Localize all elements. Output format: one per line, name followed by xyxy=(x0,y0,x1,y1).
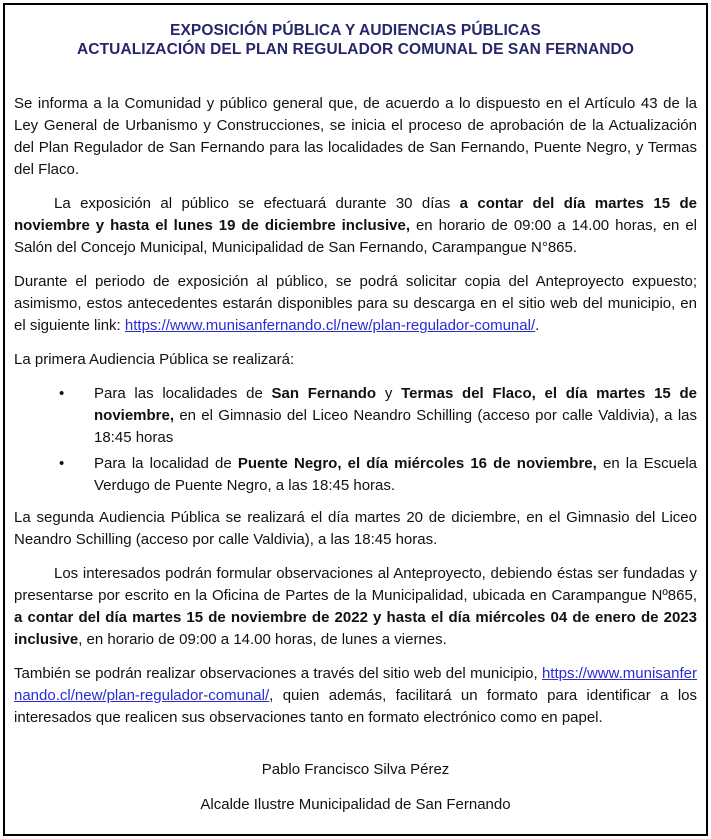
paragraph xyxy=(14,93,697,181)
bullet-item xyxy=(14,453,697,497)
paragraph xyxy=(14,193,697,259)
document-title xyxy=(14,21,697,59)
audience-bullet-list xyxy=(14,383,697,497)
text-run: en horario de 09:00 a 14.00 horas, en el Salón del Concejo Municipal, Municipalidad de San Fernando, Carampangue N°865. xyxy=(14,217,697,256)
paragraph xyxy=(14,507,697,551)
bold-text-run: Puente Negro, el día miércoles 16 de noviembre, xyxy=(237,455,597,472)
bullet-item xyxy=(14,383,697,449)
signatory-title: Alcalde Ilustre Municipalidad de San Fernando xyxy=(200,796,511,813)
text-run: , quien además, facilitará un formato para identificar a los interesados que realicen sus observaciones tanto en formato electrónico como en papel. xyxy=(14,687,697,726)
text-run: Se informa a la Comunidad y público general que, de acuerdo a lo dispuesto en el Artículo 43 de la Ley General de Urbanismo y Construcciones, se inicia el proceso de aprobación de la Actualización del Plan Regulador de San Fernando para las localidades de San Fernando, Puente Negro, y Termas del Flaco. xyxy=(14,95,697,178)
paragraph xyxy=(14,271,697,337)
signatory-name: Pablo Francisco Silva Pérez xyxy=(261,761,450,778)
bullet-icon: • xyxy=(59,385,65,402)
text-run: Para la localidad de xyxy=(94,455,238,472)
text-run: en el Gimnasio del Liceo Neandro Schilling (acceso por calle Valdivia), a las 18:45 horas xyxy=(94,407,697,446)
text-run: , en horario de 09:00 a 14.00 horas, de lunes a viernes. xyxy=(78,631,447,648)
text-run: y xyxy=(376,385,402,402)
paragraph xyxy=(14,349,697,371)
bold-text-run: a contar del día martes 15 de noviembre y hasta el lunes 19 de diciembre inclusive, xyxy=(14,195,697,234)
text-run: La segunda Audiencia Pública se realizará el día martes 20 de diciembre, en el Gimnasio del Liceo Neandro Schilling (acceso por calle Valdivia), a las 18:45 horas. xyxy=(14,509,697,548)
paragraph xyxy=(14,563,697,651)
bold-text-run: San Fernando xyxy=(271,385,377,402)
title-line-1: EXPOSICIÓN PÚBLICA Y AUDIENCIAS PÚBLICAS xyxy=(170,22,541,39)
text-run: La primera Audiencia Pública se realizará: xyxy=(14,351,295,368)
text-run: Para las localidades de xyxy=(94,385,272,402)
text-run: Durante el periodo de exposición al público, se podrá solicitar copia del Anteproyecto expuesto; asimismo, estos antecedentes estarán disponibles para su descarga en el sitio web del municipio, en el siguiente link: xyxy=(14,273,697,334)
plan-regulador-website-link[interactable]: https://www.munisanfernando.cl/new/plan-regulador-comunal/ xyxy=(124,317,536,334)
paragraph xyxy=(14,663,697,729)
text-run: Los interesados podrán formular observaciones al Anteproyecto, debiendo éstas ser fundadas y presentarse por escrito en la Oficina de Partes de la Municipalidad, ubicada en Carampangue Nº865, xyxy=(14,565,697,604)
bold-text-run: a contar del día martes 15 de noviembre de 2022 y hasta el día miércoles 04 de enero de 2023 inclusive xyxy=(14,609,697,648)
bullet-icon: • xyxy=(59,455,65,472)
text-run: La exposición al público se efectuará durante 30 días xyxy=(54,195,460,212)
document-body xyxy=(14,93,697,729)
signature-block xyxy=(14,759,697,816)
document-page xyxy=(3,3,708,836)
title-line-2: ACTUALIZACIÓN DEL PLAN REGULADOR COMUNAL DE SAN FERNANDO xyxy=(77,41,634,58)
text-run: . xyxy=(535,317,540,334)
text-run: También se podrán realizar observaciones a través del sitio web del municipio, xyxy=(14,665,542,682)
text-run: en la Escuela Verdugo de Puente Negro, a las 18:45 horas. xyxy=(94,455,697,494)
bold-text-run: Termas del Flaco, el día martes 15 de noviembre, xyxy=(94,385,698,424)
plan-regulador-website-link[interactable]: https://www.munisanfernando.cl/new/plan-regulador-comunal/ xyxy=(14,665,697,704)
